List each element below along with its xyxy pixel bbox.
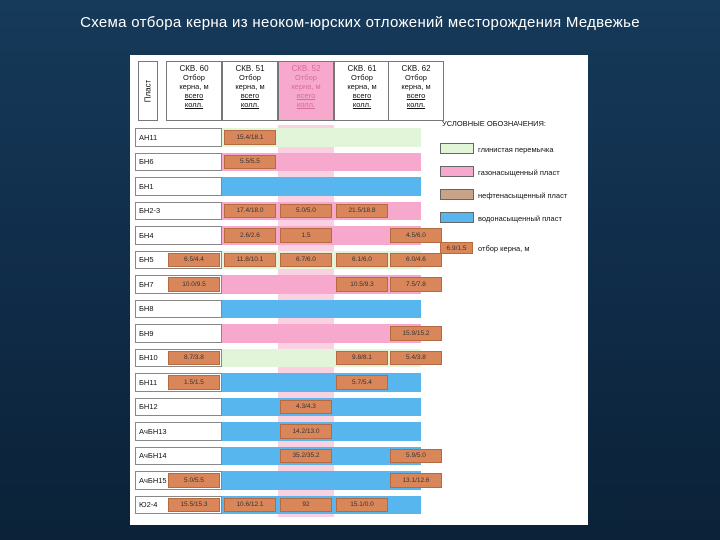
well-header-3-line: всего bbox=[296, 91, 316, 100]
well-header-1-line: колл. bbox=[184, 100, 204, 109]
well-header-5-line: керна, м bbox=[401, 82, 431, 91]
well-header-4-line: СКВ. 61 bbox=[347, 64, 377, 73]
plast-name: БН5 bbox=[135, 251, 222, 270]
core-value-cell: 6.7/6.0 bbox=[280, 253, 332, 268]
well-header-4-line: Отбор bbox=[351, 73, 373, 82]
well-header-2-line: СКВ. 51 bbox=[235, 64, 265, 73]
well-header-1 bbox=[166, 61, 222, 121]
plast-name: БН9 bbox=[135, 324, 222, 343]
legend-title: УСЛОВНЫЕ ОБОЗНАЧЕНИЯ: bbox=[442, 119, 547, 128]
core-value-cell: 7.5/7.8 bbox=[390, 277, 442, 292]
core-value-cell: 15.4/18.1 bbox=[224, 130, 276, 145]
core-value-cell: 5.4/3.8 bbox=[390, 351, 442, 366]
legend-label: нефтенасыщенный пласт bbox=[478, 191, 568, 200]
core-value-cell: 15.5/15.3 bbox=[168, 498, 220, 513]
core-value-cell: 15.1/0.0 bbox=[336, 498, 388, 513]
core-value-cell: 5.5/5.5 bbox=[224, 155, 276, 170]
core-value-cell: 1.5/1.5 bbox=[168, 375, 220, 390]
plast-name: АчБН14 bbox=[135, 447, 222, 466]
plast-name: БН6 bbox=[135, 153, 222, 172]
plast-name: БН4 bbox=[135, 226, 222, 245]
plast-header-label: Пласт bbox=[143, 79, 153, 103]
core-value-cell: 2.6/2.6 bbox=[224, 228, 276, 243]
core-value-cell: 5.0/5.5 bbox=[168, 473, 220, 488]
well-header-1-line: всего bbox=[184, 91, 204, 100]
plast-name: Ю2-4 bbox=[135, 496, 222, 515]
well-header-5 bbox=[388, 61, 444, 121]
well-header-5-line: всего bbox=[406, 91, 426, 100]
legend-swatch bbox=[440, 212, 474, 223]
core-value-cell: 11.8/10.1 bbox=[224, 253, 276, 268]
well-header-2-line: колл. bbox=[240, 100, 260, 109]
plast-name: БН8 bbox=[135, 300, 222, 319]
plast-name: БН12 bbox=[135, 398, 222, 417]
plast-name: БН1 bbox=[135, 177, 222, 196]
well-header-3-line: колл. bbox=[296, 100, 316, 109]
core-scheme-sheet bbox=[130, 55, 588, 525]
well-header-1-line: керна, м bbox=[179, 82, 209, 91]
core-value-cell: 6.5/4.4 bbox=[168, 253, 220, 268]
plast-name: АчБН15 bbox=[135, 471, 222, 490]
slide-title: Схема отбора керна из неоком-юрских отложений месторождения Медвежье bbox=[80, 14, 640, 31]
core-value-cell: 10.5/9.3 bbox=[336, 277, 388, 292]
legend-swatch bbox=[440, 143, 474, 154]
plast-name: АН11 bbox=[135, 128, 222, 147]
well-header-1-line: Отбор bbox=[183, 73, 205, 82]
well-header-4-line: колл. bbox=[352, 100, 372, 109]
well-header-4 bbox=[334, 61, 390, 121]
core-value-cell: 1.5 bbox=[280, 228, 332, 243]
plast-header bbox=[138, 61, 158, 121]
legend-label: глинистая перемычка bbox=[478, 145, 554, 154]
well-header-2 bbox=[222, 61, 278, 121]
core-value-cell: 92 bbox=[280, 498, 332, 513]
core-value-cell: 10.0/9.5 bbox=[168, 277, 220, 292]
legend-core-swatch: 6.9/1.5 bbox=[440, 242, 473, 254]
core-value-cell: 13.1/12.6 bbox=[390, 473, 442, 488]
plast-name: АчБН13 bbox=[135, 422, 222, 441]
core-value-cell: 14.2/13.0 bbox=[280, 424, 332, 439]
well-header-3-line: СКВ. 52 bbox=[291, 64, 321, 73]
well-header-2-line: Отбор bbox=[239, 73, 261, 82]
core-value-cell: 8.7/3.8 bbox=[168, 351, 220, 366]
well-header-2-line: всего bbox=[240, 91, 260, 100]
legend-swatch bbox=[440, 166, 474, 177]
core-value-cell: 5.7/5.4 bbox=[336, 375, 388, 390]
core-value-cell: 10.6/12.1 bbox=[224, 498, 276, 513]
legend-label: водонасыщенный пласт bbox=[478, 214, 562, 223]
well-header-4-line: керна, м bbox=[347, 82, 377, 91]
well-header-5-line: колл. bbox=[406, 100, 426, 109]
legend-swatch bbox=[440, 189, 474, 200]
core-value-cell: 6.0/4.6 bbox=[390, 253, 442, 268]
core-value-cell: 6.1/6.0 bbox=[336, 253, 388, 268]
core-value-cell: 9.8/8.1 bbox=[336, 351, 388, 366]
core-value-cell: 5.9/5.0 bbox=[390, 449, 442, 464]
core-value-cell: 5.0/5.0 bbox=[280, 204, 332, 219]
well-header-1-line: СКВ. 60 bbox=[179, 64, 209, 73]
core-table bbox=[130, 55, 430, 525]
core-value-cell: 21.5/18.8 bbox=[336, 204, 388, 219]
well-header-3 bbox=[278, 61, 334, 121]
well-header-4-line: всего bbox=[352, 91, 372, 100]
core-value-cell: 15.9/15.2 bbox=[390, 326, 442, 341]
legend-core-label: отбор керна, м bbox=[478, 244, 530, 253]
well-header-3-line: Отбор bbox=[295, 73, 317, 82]
well-header-3-line: керна, м bbox=[291, 82, 321, 91]
plast-name: БН11 bbox=[135, 373, 222, 392]
core-value-cell: 17.4/18.0 bbox=[224, 204, 276, 219]
well-header-5-line: СКВ. 62 bbox=[401, 64, 431, 73]
core-value-cell: 4.5/6.0 bbox=[390, 228, 442, 243]
well-header-2-line: керна, м bbox=[235, 82, 265, 91]
plast-name: БН2-3 bbox=[135, 202, 222, 221]
core-value-cell: 35.2/35.2 bbox=[280, 449, 332, 464]
core-value-cell: 4.3/4.3 bbox=[280, 400, 332, 415]
legend-label: газонасыщенный пласт bbox=[478, 168, 560, 177]
plast-name: БН7 bbox=[135, 275, 222, 294]
well-header-5-line: Отбор bbox=[405, 73, 427, 82]
plast-name: БН10 bbox=[135, 349, 222, 368]
